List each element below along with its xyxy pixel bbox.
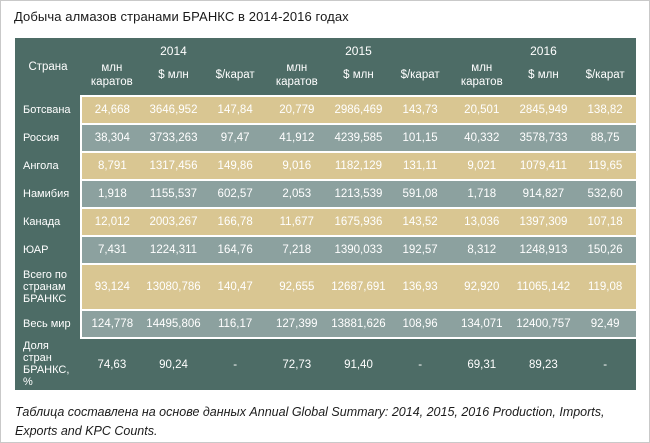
table-row: [15, 96, 636, 124]
data-cell: 1675,936: [328, 208, 390, 236]
data-cell: 4239,585: [328, 124, 390, 152]
header-cell-carats: млн каратов: [266, 60, 328, 96]
data-cell: 13080,786: [143, 264, 205, 310]
header-cell-usd-per-carat: $/карат: [204, 60, 266, 96]
data-cell: 147,84: [204, 96, 266, 124]
data-cell: 108,96: [389, 310, 451, 338]
data-cell: 20,779: [266, 96, 328, 124]
data-cell: 9,016: [266, 152, 328, 180]
data-cell: 97,47: [204, 124, 266, 152]
header-cell-year-2015: 2015: [266, 38, 451, 60]
data-cell: 3733,263: [143, 124, 205, 152]
data-cell: 3578,733: [513, 124, 575, 152]
table-row: [15, 310, 636, 338]
data-cell: 1317,456: [143, 152, 205, 180]
data-cell: 3646,952: [143, 96, 205, 124]
data-cell: 140,47: [204, 264, 266, 310]
row-header-cell: ЮАР: [15, 236, 81, 264]
data-cell: 164,76: [204, 236, 266, 264]
data-cell: 1,918: [81, 180, 143, 208]
header-cell-carats: млн каратов: [451, 60, 513, 96]
data-cell: -: [574, 338, 636, 390]
data-cell: -: [389, 338, 451, 390]
data-cell: 116,17: [204, 310, 266, 338]
data-cell: 12687,691: [328, 264, 390, 310]
table-row: [15, 208, 636, 236]
data-cell: 2003,267: [143, 208, 205, 236]
data-cell: 914,827: [513, 180, 575, 208]
data-cell: 7,431: [81, 236, 143, 264]
data-cell: 13881,626: [328, 310, 390, 338]
table-row: [15, 338, 636, 390]
table-body: [15, 96, 636, 390]
row-header-cell: Канада: [15, 208, 81, 236]
row-header-cell: Всего по странам БРАНКС: [15, 264, 81, 310]
data-cell: 591,08: [389, 180, 451, 208]
header-cell-year-2014: 2014: [81, 38, 266, 60]
data-cell: 12400,757: [513, 310, 575, 338]
data-cell: 119,08: [574, 264, 636, 310]
data-cell: 127,399: [266, 310, 328, 338]
data-cell: 13,036: [451, 208, 513, 236]
header-cell-country: Страна: [15, 38, 81, 96]
data-cell: 20,501: [451, 96, 513, 124]
data-cell: 69,31: [451, 338, 513, 390]
header-cell-usd: $ млн: [143, 60, 205, 96]
data-cell: 150,26: [574, 236, 636, 264]
data-cell: 602,57: [204, 180, 266, 208]
data-cell: 14495,806: [143, 310, 205, 338]
data-cell: 7,218: [266, 236, 328, 264]
data-cell: 1213,539: [328, 180, 390, 208]
data-cell: 24,668: [81, 96, 143, 124]
header-cell-usd-per-carat: $/карат: [574, 60, 636, 96]
source-note-line-1: Таблица составлена на основе данных Annual Global Summary: 2014, 2015, 2016 Production, Imports,: [15, 405, 605, 419]
data-cell: 1,718: [451, 180, 513, 208]
diamond-production-table: [15, 38, 636, 390]
data-cell: 12,012: [81, 208, 143, 236]
data-cell: 89,23: [513, 338, 575, 390]
data-cell: 9,021: [451, 152, 513, 180]
data-cell: 138,82: [574, 96, 636, 124]
data-cell: 107,18: [574, 208, 636, 236]
table-row: [15, 264, 636, 310]
data-cell: 92,49: [574, 310, 636, 338]
data-cell: 136,93: [389, 264, 451, 310]
data-cell: 149,86: [204, 152, 266, 180]
data-cell: -: [204, 338, 266, 390]
row-header-cell: Весь мир: [15, 310, 81, 338]
data-cell: 11,677: [266, 208, 328, 236]
header-cell-usd-per-carat: $/карат: [389, 60, 451, 96]
row-header-cell: Намибия: [15, 180, 81, 208]
data-cell: 72,73: [266, 338, 328, 390]
data-cell: 143,73: [389, 96, 451, 124]
data-cell: 134,071: [451, 310, 513, 338]
data-cell: 92,655: [266, 264, 328, 310]
table-header: [15, 38, 636, 96]
source-note: [15, 403, 639, 441]
header-cell-carats: млн каратов: [81, 60, 143, 96]
data-cell: 74,63: [81, 338, 143, 390]
data-cell: 8,791: [81, 152, 143, 180]
data-cell: 92,920: [451, 264, 513, 310]
data-cell: 1155,537: [143, 180, 205, 208]
data-cell: 166,78: [204, 208, 266, 236]
header-cell-year-2016: 2016: [451, 38, 636, 60]
data-cell: 2986,469: [328, 96, 390, 124]
data-cell: 119,65: [574, 152, 636, 180]
header-cell-usd: $ млн: [513, 60, 575, 96]
source-note-line-2: Exports and KPC Counts.: [15, 423, 158, 438]
data-cell: 40,332: [451, 124, 513, 152]
header-cell-usd: $ млн: [328, 60, 390, 96]
data-cell: 124,778: [81, 310, 143, 338]
data-cell: 91,40: [328, 338, 390, 390]
row-header-cell: Доля стран БРАНКС, %: [15, 338, 81, 390]
table-row: [15, 180, 636, 208]
table-row: [15, 124, 636, 152]
data-cell: 93,124: [81, 264, 143, 310]
data-cell: 2,053: [266, 180, 328, 208]
data-cell: 1397,309: [513, 208, 575, 236]
data-cell: 143,52: [389, 208, 451, 236]
data-cell: 11065,142: [513, 264, 575, 310]
data-cell: 38,304: [81, 124, 143, 152]
data-cell: 192,57: [389, 236, 451, 264]
data-cell: 101,15: [389, 124, 451, 152]
data-cell: 1390,033: [328, 236, 390, 264]
data-cell: 41,912: [266, 124, 328, 152]
data-cell: 2845,949: [513, 96, 575, 124]
data-cell: 532,60: [574, 180, 636, 208]
data-cell: 88,75: [574, 124, 636, 152]
data-cell: 131,11: [389, 152, 451, 180]
data-cell: 1079,411: [513, 152, 575, 180]
table-row: [15, 236, 636, 264]
data-cell: 90,24: [143, 338, 205, 390]
table-row: [15, 152, 636, 180]
row-header-cell: Ботсвана: [15, 96, 81, 124]
data-cell: 1248,913: [513, 236, 575, 264]
data-cell: 1182,129: [328, 152, 390, 180]
row-header-cell: Ангола: [15, 152, 81, 180]
row-header-cell: Россия: [15, 124, 81, 152]
data-cell: 1224,311: [143, 236, 205, 264]
data-cell: 8,312: [451, 236, 513, 264]
table-title: Добыча алмазов странами БРАНКС в 2014-2016 годах: [14, 9, 349, 24]
